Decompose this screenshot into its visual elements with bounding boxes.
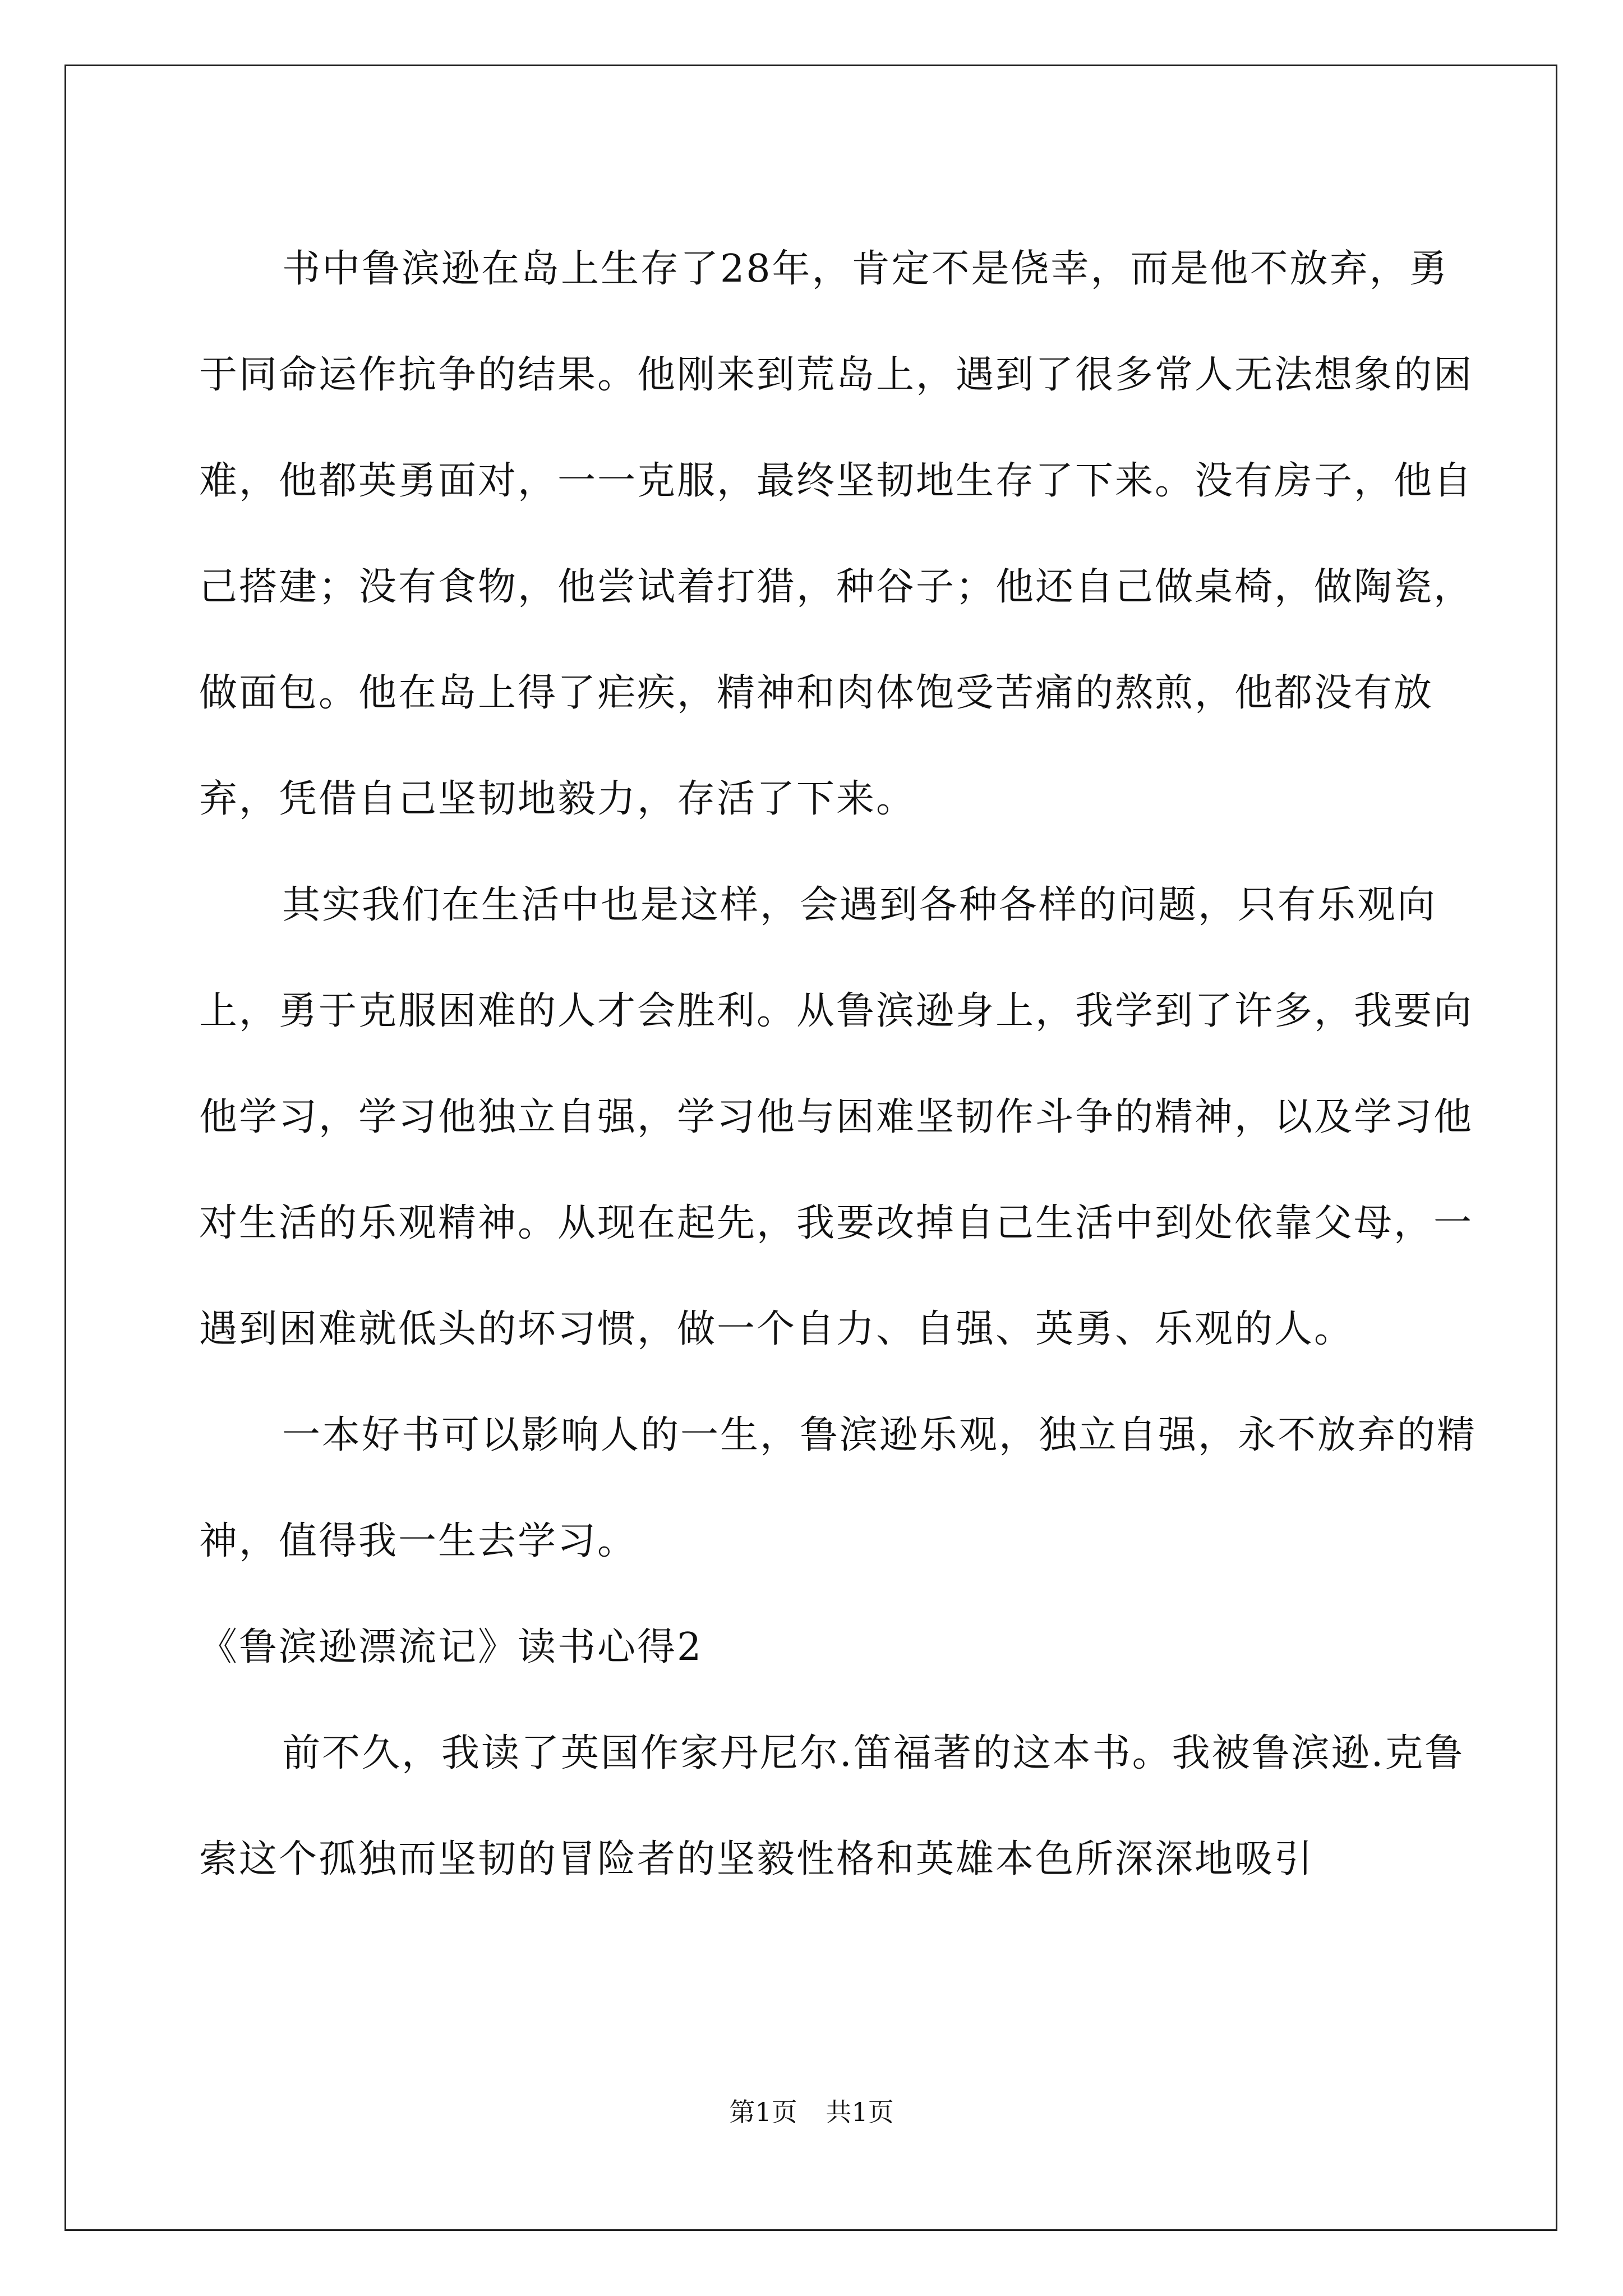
paragraph-survival: 书中鲁滨逊在岛上生存了28年，肯定不是侥幸，而是他不放弃，勇于同命运作抗争的结果。他刚来到荒岛上，遇到了很多常人无法想象的困难，他都英勇面对，一一克服，最终坚韧地生存了下来。没有房子，他自己搭建；没有食物，他尝试着打猎，种谷子；他还自己做桌椅，做陶瓷，做面包。他在岛上得了疟疾，精神和肉体饱受苦痛的熬煎，他都没有放弃，凭借自己坚韧地毅力，存活了下来。 [199, 247, 1474, 821]
paragraph-life-lesson: 其实我们在生活中也是这样，会遇到各种各样的问题，只有乐观向上，勇于克服困难的人才会胜利。从鲁滨逊身上，我学到了许多，我要向他学习，学习他独立自强，学习他与困难坚韧作斗争的精神，以及学习他对生活的乐观精神。从现在起先，我要改掉自己生活中到处依靠父母，一遇到困难就低头的坏习惯，做一个自力、自强、英勇、乐观的人。 [199, 883, 1474, 1351]
page-number-current: 第1页 [729, 2097, 797, 2127]
document-body [199, 216, 1478, 1912]
paragraph-intro-2: 前不久，我读了英国作家丹尼尔.笛福著的这本书。我被鲁滨逊.克鲁索这个孤独而坚韧的冒险者的坚毅性格和英雄本色所深深地吸引 [199, 1731, 1465, 1881]
page-footer [0, 2095, 1623, 2129]
section-heading: 《鲁滨逊漂流记》读书心得2 [199, 1625, 703, 1669]
page-number-total: 共1页 [826, 2097, 894, 2127]
paragraph-conclusion: 一本好书可以影响人的一生，鲁滨逊乐观，独立自强，永不放弃的精神，值得我一生去学习。 [199, 1413, 1477, 1563]
